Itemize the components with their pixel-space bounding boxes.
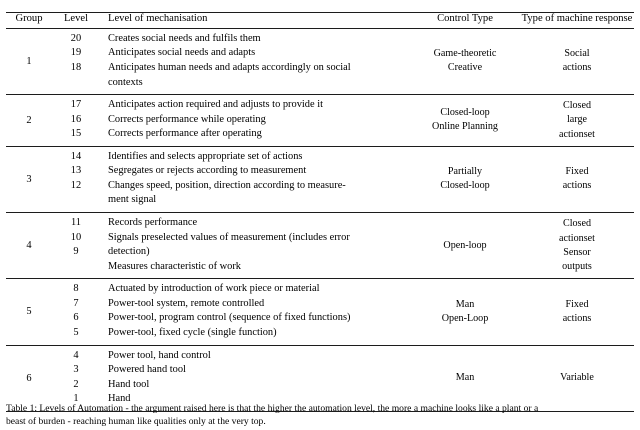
table-row bbox=[6, 213, 634, 279]
level-value: 11 bbox=[70, 217, 81, 229]
cell-group: 6 bbox=[6, 345, 52, 411]
mechanisation-line: Changes speed, position, direction according to measure- bbox=[108, 179, 346, 191]
mechanisation-line: Identifies and selects appropriate set of actions bbox=[108, 150, 303, 162]
column-header-group: Group bbox=[6, 13, 52, 29]
cell-control-type bbox=[410, 279, 520, 345]
machine-response-line: Closed bbox=[562, 100, 592, 112]
cell-levels bbox=[52, 279, 100, 345]
control-type-line: Man bbox=[455, 298, 475, 310]
table-header bbox=[6, 13, 634, 29]
level-value: 3 bbox=[73, 364, 79, 376]
control-type-line: Online Planning bbox=[432, 121, 498, 133]
cell-control-type bbox=[410, 28, 520, 94]
cell-machine-response bbox=[520, 28, 634, 94]
table-caption bbox=[6, 402, 638, 428]
level-value: 8 bbox=[73, 283, 79, 295]
control-type-line: Partially bbox=[447, 166, 483, 178]
level-value: 14 bbox=[70, 150, 82, 162]
cell-group: 4 bbox=[6, 213, 52, 279]
column-header-mechanisation: Level of mechanisation bbox=[100, 13, 410, 29]
table-header-row bbox=[6, 13, 634, 29]
cell-mechanisation bbox=[100, 28, 410, 94]
mechanisation-line: Actuated by introduction of work piece or material bbox=[108, 283, 320, 295]
cell-mechanisation bbox=[100, 213, 410, 279]
level-value: 6 bbox=[73, 312, 79, 324]
machine-response-line: Fixed bbox=[565, 166, 589, 178]
cell-machine-response bbox=[520, 146, 634, 212]
cell-mechanisation bbox=[100, 279, 410, 345]
machine-response-line: actionset bbox=[559, 128, 595, 140]
mechanisation-line: Power tool, hand control bbox=[108, 349, 211, 361]
cell-levels bbox=[52, 146, 100, 212]
level-value: 9 bbox=[73, 246, 79, 258]
column-header-machine-response: Type of machine response bbox=[520, 13, 634, 29]
level-value: 15 bbox=[70, 128, 82, 140]
control-type-line: Man bbox=[455, 372, 475, 384]
levels-of-automation-table bbox=[6, 12, 634, 412]
machine-response-line: actions bbox=[562, 62, 592, 74]
mechanisation-line: detection) bbox=[108, 246, 150, 258]
control-type-line: Closed-loop bbox=[440, 107, 490, 119]
machine-response-line: actions bbox=[562, 180, 592, 192]
control-type-line: Open-Loop bbox=[441, 312, 489, 324]
machine-response-line: large bbox=[567, 114, 587, 126]
mechanisation-line: Power-tool, program control (sequence of fixed functions) bbox=[108, 312, 351, 324]
level-value: 20 bbox=[70, 32, 82, 44]
cell-group: 3 bbox=[6, 146, 52, 212]
mechanisation-line: Anticipates social needs and adapts bbox=[108, 47, 256, 59]
level-value: 12 bbox=[70, 179, 82, 191]
machine-response-line: Fixed bbox=[565, 298, 589, 310]
control-type-line: Open-loop bbox=[443, 239, 487, 251]
control-type-line: Game-theoretic bbox=[433, 48, 497, 60]
table-row bbox=[6, 28, 634, 94]
caption-line-2: beast of burden - reaching human like qualities only at the very top. bbox=[6, 416, 266, 428]
table-body bbox=[6, 28, 634, 411]
cell-mechanisation bbox=[100, 146, 410, 212]
cell-control-type bbox=[410, 213, 520, 279]
level-value: 13 bbox=[70, 165, 82, 177]
control-type-line: Closed-loop bbox=[440, 180, 490, 192]
cell-machine-response bbox=[520, 279, 634, 345]
table-row bbox=[6, 146, 634, 212]
mechanisation-line: Segregates or rejects according to measurement bbox=[108, 165, 307, 177]
cell-levels bbox=[52, 95, 100, 147]
level-value: 18 bbox=[70, 61, 82, 73]
mechanisation-line: Anticipates human needs and adapts accordingly on social bbox=[108, 61, 351, 73]
cell-mechanisation bbox=[100, 95, 410, 147]
mechanisation-line: Measures characteristic of work bbox=[108, 260, 241, 272]
level-value: 1 bbox=[73, 393, 79, 405]
cell-levels bbox=[52, 213, 100, 279]
level-value: 2 bbox=[73, 378, 79, 390]
level-value: 19 bbox=[70, 47, 82, 59]
mechanisation-line: Anticipates action required and adjusts to provide it bbox=[108, 99, 323, 111]
cell-group: 5 bbox=[6, 279, 52, 345]
mechanisation-line: Hand tool bbox=[108, 378, 150, 390]
machine-response-line: Variable bbox=[560, 372, 594, 384]
mechanisation-line: Power-tool system, remote controlled bbox=[108, 297, 265, 309]
mechanisation-line: Power-tool, fixed cycle (single function) bbox=[108, 326, 277, 338]
machine-response-line: actionset bbox=[559, 232, 595, 244]
cell-group: 1 bbox=[6, 28, 52, 94]
level-value: 16 bbox=[70, 113, 82, 125]
mechanisation-line: Corrects performance after operating bbox=[108, 128, 262, 140]
table-row bbox=[6, 95, 634, 147]
machine-response-line: actions bbox=[562, 312, 592, 324]
level-value: 7 bbox=[73, 297, 79, 309]
mechanisation-line: Signals preselected values of measurement (includes error bbox=[108, 231, 350, 243]
level-value: 17 bbox=[70, 99, 82, 111]
mechanisation-line: Creates social needs and fulfils them bbox=[108, 32, 261, 44]
mechanisation-line: contexts bbox=[108, 76, 143, 88]
machine-response-line: Social bbox=[564, 48, 590, 60]
mechanisation-line: Hand bbox=[108, 393, 131, 405]
caption-line-1: Table 1: Levels of Automation - the argument raised here is that the higher the automation level, the more a machine looks like a plant or a bbox=[6, 403, 539, 414]
machine-response-line: outputs bbox=[562, 260, 592, 272]
level-value: 5 bbox=[73, 326, 79, 338]
cell-machine-response bbox=[520, 95, 634, 147]
control-type-line: Creative bbox=[447, 62, 483, 74]
mechanisation-line: Powered hand tool bbox=[108, 364, 186, 376]
column-header-level: Level bbox=[52, 13, 100, 29]
table-page bbox=[0, 12, 640, 430]
mechanisation-line: ment signal bbox=[108, 194, 157, 206]
machine-response-line: Sensor bbox=[563, 246, 591, 258]
level-value: 10 bbox=[70, 231, 82, 243]
cell-group: 2 bbox=[6, 95, 52, 147]
cell-machine-response bbox=[520, 213, 634, 279]
table-row bbox=[6, 279, 634, 345]
cell-control-type bbox=[410, 95, 520, 147]
cell-control-type bbox=[410, 146, 520, 212]
machine-response-line: Closed bbox=[562, 218, 592, 230]
level-value: 4 bbox=[73, 349, 79, 361]
mechanisation-line: Corrects performance while operating bbox=[108, 113, 266, 125]
column-header-control-type: Control Type bbox=[410, 13, 520, 29]
mechanisation-line: Records performance bbox=[108, 217, 198, 229]
cell-levels bbox=[52, 28, 100, 94]
